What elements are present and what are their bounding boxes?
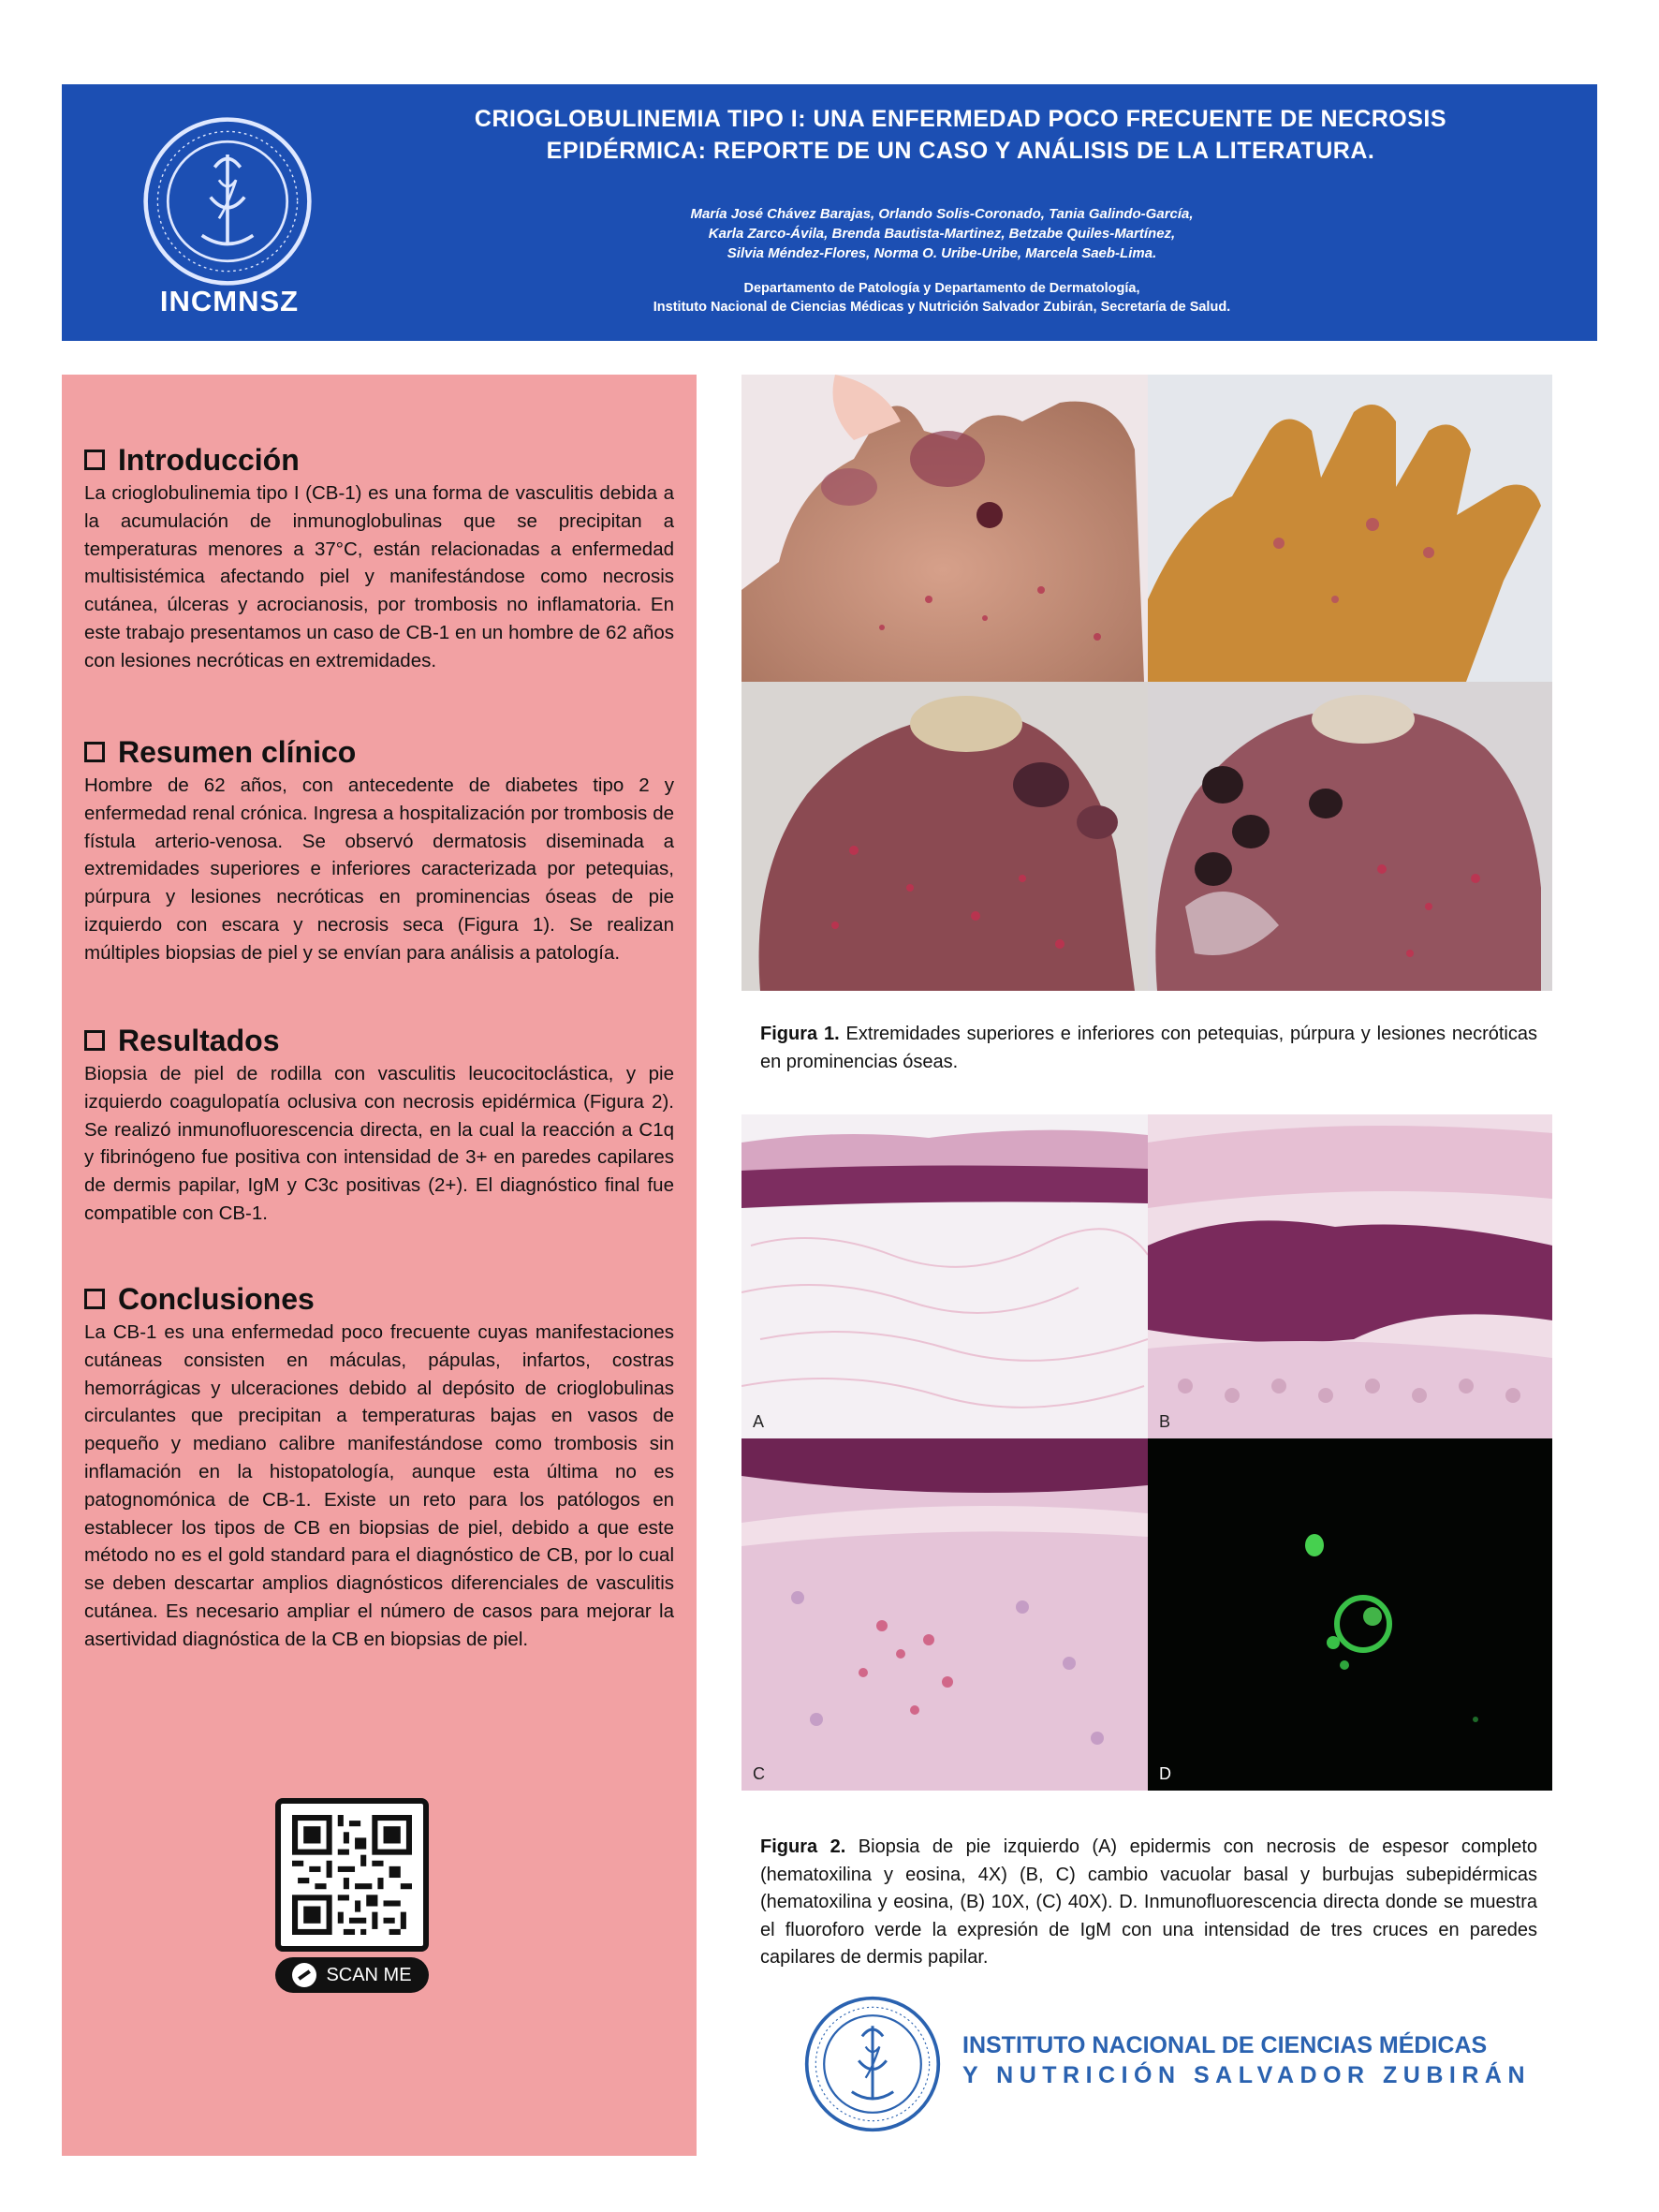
figure1-caption — [760, 1021, 1537, 1076]
figure2-label: Figura 2. — [760, 1836, 846, 1857]
checkbox-bullet-icon — [84, 1289, 105, 1309]
figure2-panel-a — [741, 1114, 1148, 1438]
text-column — [62, 375, 697, 2156]
footer-line-1: INSTITUTO NACIONAL DE CIENCIAS MÉDICAS — [962, 2032, 1488, 2058]
title-line-2: EPIDÉRMICA: REPORTE DE UN CASO Y ANÁLISIS DE LA LITERATURA. — [546, 138, 1375, 164]
section-body: La CB-1 es una enfermedad poco frecuente cuyas manifestaciones cutáneas consisten en máculas, pápulas, infartos, costras hemorrágicas y ulceraciones debido al depósito de crioglobulinas circulantes que precipitan a temperaturas bajas en vasos de pequeño y mediano calibre manifestándose como trombosis sin inflamación en la histopatología, aunque esta última no es patognomónica de CB-1. Existe un reto para los patólogos en establecer los tipos de CB en biopsias de piel, debido a que este método no es el gold standard para el diagnóstico de CB, por lo cual se deben descartar amplios diagnósticos diferenciales de vasculitis cutánea. Es necesario ampliar el número de casos para mejorar la asertividad diagnóstica de la CB en biopsias de piel. — [84, 1321, 674, 1650]
figure1-photo-hand-1 — [741, 375, 1148, 682]
scan-me-label: SCAN ME — [326, 1964, 412, 1985]
figure2-panel-c — [741, 1438, 1148, 1791]
section-conclusiones — [84, 1281, 674, 1654]
section-resumen-clinico — [84, 734, 674, 967]
section-body: Hombre de 62 años, con antecedente de diabetes tipo 2 y enfermedad renal crónica. Ingresa a hospitalización por trombosis de fístula arterio-venosa. Se observó dermatosis diseminada a extremidades superiores e inferiores caracterizada por petequias, púrpura y lesiones necróticas en prominencias óseas de pie izquierdo con escara y necrosis seca (Figura 1). Se realizan múltiples biopsias de piel y se envían para análisis a patología. — [84, 774, 674, 964]
panel-letter: B — [1159, 1412, 1171, 1431]
panel-letter: C — [753, 1764, 765, 1783]
figure2-caption — [760, 1834, 1537, 1972]
panel-letter: A — [753, 1412, 765, 1431]
section-resultados — [84, 1023, 674, 1228]
checkbox-bullet-icon — [84, 450, 105, 470]
qr-code[interactable] — [275, 1798, 429, 1952]
section-heading: Resultados — [118, 1024, 280, 1057]
section-heading: Conclusiones — [118, 1282, 315, 1316]
figure1-photo-foot-2 — [1148, 682, 1552, 991]
poster-title — [418, 103, 1504, 167]
section-heading: Resumen clínico — [118, 735, 357, 769]
authors-line-2: Karla Zarco-Ávila, Brenda Bautista-Martinez, Betzabe Quiles-Martínez, — [708, 226, 1176, 242]
section-body: La crioglobulinemia tipo I (CB-1) es una forma de vasculitis debida a la acumulación de inmunoglobulinas que se precipitan a temperaturas menores a 37°C, están relacionadas a enfermedad multisistémica afectando piel y manifestándose como necrosis cutánea, úlceras y acrocianosis, por trombosis no inflamatoria. En este trabajo presentamos un caso de CB-1 en un hombre de 62 años con lesiones necróticas en extremidades. — [84, 482, 674, 671]
author-list — [530, 204, 1354, 263]
institution-seal-icon — [803, 1995, 942, 2133]
section-heading: Introducción — [118, 443, 300, 477]
institution-seal-icon — [142, 116, 313, 287]
title-line-1: CRIOGLOBULINEMIA TIPO I: UNA ENFERMEDAD POCO FRECUENTE DE NECROSIS — [474, 106, 1447, 132]
figure1-photo-hand-2 — [1148, 375, 1552, 682]
panel-letter: D — [1159, 1764, 1171, 1783]
authors-line-1: María José Chávez Barajas, Orlando Solis-Coronado, Tania Galindo-García, — [690, 206, 1194, 222]
figure1-photo-foot-1 — [741, 682, 1148, 991]
poster-header — [62, 84, 1597, 341]
footer-line-2: Y NUTRICIÓN SALVADOR ZUBIRÁN — [962, 2062, 1531, 2088]
figure2-caption-text: Biopsia de pie izquierdo (A) epidermis con necrosis de espesor completo (hematoxilina y eosina, 4X) (B, C) cambio vacuolar basal y burbujas subepidérmicas (hematoxilina y eosina, (B) 10X, (C) 40X). D. Inmunofluorescencia directa donde se muestra el fluoroforo verde la expresión de IgM con una intensidad de tres cruces en paredes capilares de dermis papilar. — [760, 1836, 1537, 1968]
footer-institution-name — [962, 2030, 1531, 2090]
scan-me-button[interactable] — [275, 1957, 429, 1993]
figure1-label: Figura 1. — [760, 1024, 840, 1044]
figure2-panel-d — [1148, 1438, 1552, 1791]
section-body: Biopsia de piel de rodilla con vasculitis leucocitoclástica, y pie izquierdo coagulopatía oclusiva con necrosis epidérmica (Figura 2). Se realizó inmunofluorescencia directa, en la cual la reacción a C1q y fibrinógeno fue positiva con intensidad de 3+ en paredes capilares de dermis papilar, IgM y C3c positivas (2+). El diagnóstico final fue compatible con CB-1. — [84, 1063, 674, 1224]
authors-line-3: Silvia Méndez-Flores, Norma O. Uribe-Uribe, Marcela Saeb-Lima. — [727, 245, 1157, 261]
affiliation — [474, 279, 1410, 317]
institution-acronym: INCMNSZ — [159, 285, 300, 317]
figure1-caption-text: Extremidades superiores e inferiores con petequias, púrpura y lesiones necróticas en prominencias óseas. — [760, 1024, 1538, 1072]
qr-code-icon — [292, 1815, 412, 1935]
affiliation-line-2: Instituto Nacional de Ciencias Médicas y Nutrición Salvador Zubirán, Secretaría de Salud. — [653, 300, 1231, 315]
checkbox-bullet-icon — [84, 742, 105, 762]
checkbox-bullet-icon — [84, 1030, 105, 1051]
link-icon — [292, 1963, 316, 1987]
figure2-panel-b — [1148, 1114, 1552, 1438]
qr-code-block[interactable] — [275, 1798, 429, 1993]
section-introduccion — [84, 442, 674, 675]
affiliation-line-1: Departamento de Patología y Departamento de Dermatología, — [743, 281, 1140, 296]
